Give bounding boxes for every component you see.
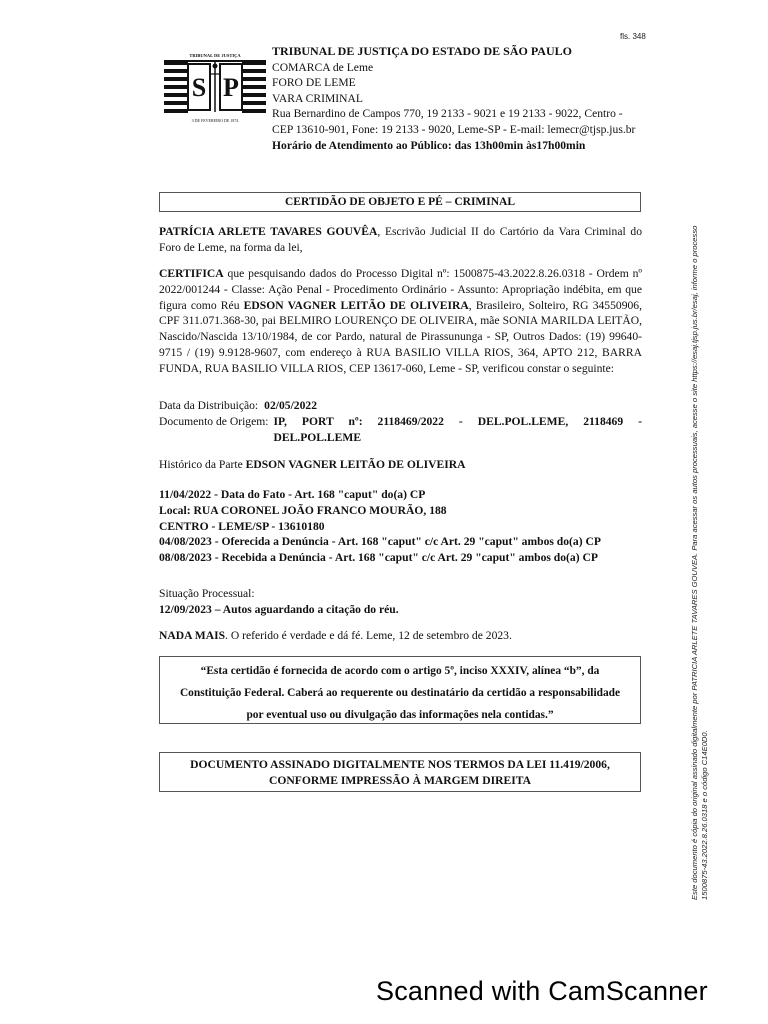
situation-block — [159, 586, 642, 618]
vara: VARA CRIMINAL — [272, 91, 363, 105]
history-entry: CENTRO - LEME/SP - 13610180 — [159, 519, 325, 533]
legal-notice-box — [159, 656, 641, 724]
signature-line: DOCUMENTO ASSINADO DIGITALMENTE NOS TERMOS DA LEI 11.419/2006, — [190, 758, 610, 771]
origin-document-value: IP, PORT nº: 2118469/2022 - DEL.POL.LEME, 2118469 - DEL.POL.LEME — [273, 414, 642, 444]
seal-top-text: TRIBUNAL DE JUSTIÇA — [189, 53, 241, 58]
notice-line: por eventual uso ou divulgação das informações nela contidas.” — [246, 709, 554, 721]
foro: FORO DE LEME — [272, 76, 356, 90]
closing-paragraph — [159, 628, 642, 644]
court-name: TRIBUNAL DE JUSTIÇA DO ESTADO DE SÃO PAULO — [272, 44, 572, 58]
history-entries — [159, 487, 642, 566]
notice-line: Constituição Federal. Caberá ao requerente ou destinatário da certidão a responsabilidade — [179, 687, 621, 699]
notice-line: “Esta certidão é fornecida de acordo com o artigo 5º, inciso XXXIV, alínea “b”, da — [200, 665, 600, 677]
certifica-label: CERTIFICA — [159, 267, 224, 280]
history-entry: Local: RUA CORONEL JOÃO FRANCO MOURÃO, 188 — [159, 503, 447, 517]
history-entry: 11/04/2022 - Data do Fato - Art. 168 "caput" do(a) CP — [159, 488, 426, 501]
history-heading — [159, 457, 642, 473]
comarca: COMARCA de Leme — [272, 60, 374, 74]
certifica-paragraph — [159, 266, 642, 377]
distribution-date-value: 02/05/2022 — [264, 399, 317, 412]
certifica-text-after: , Brasileiro, Solteiro, RG 34550906, CPF 311.071.368-30, pai BELMIRO LOURENÇO DE OLIVEIRA, mãe SONIA MARILDA LEITÃO, Nascido/Nascida 13/10/1984, de cor Pardo, natural de Pirassununga - SP, Outros Dados: (19) 99640-9715 / (19) 9.9128-9607, com endereço à RUA BASILIO VILLA RIOS, 364, APTO 212, BARRA FUNDA, RUA BASILIO VILLA RIOS, CEP 13617-060, Leme - SP, verificou constar o seguinte: — [159, 298, 642, 375]
distribution-date-label: Data da Distribuição: — [159, 399, 259, 412]
side-note-line: 1500875-43.2022.8.26.0318 e o código C14E0D0. — [700, 730, 709, 900]
signature-line: CONFORME IMPRESSÃO À MARGEM DIREITA — [269, 774, 531, 787]
seal-left-letter: S — [191, 73, 207, 102]
clerk-paragraph — [159, 224, 642, 256]
history-party: EDSON VAGNER LEITÃO DE OLIVEIRA — [245, 458, 466, 471]
distribution-block — [159, 398, 642, 445]
closing-text: . O referido é verdade e dá fé. Leme, 12 de setembro de 2023. — [225, 629, 512, 642]
seal-right-letter: P — [223, 73, 239, 102]
seal-bottom-text: 3 DE FEVEREIRO DE 1874 — [191, 118, 239, 123]
history-label: Histórico da Parte — [159, 458, 246, 471]
clerk-name: PATRÍCIA ARLETE TAVARES GOUVÊA — [159, 225, 378, 238]
margin-authentication-note — [690, 80, 710, 900]
situation-value: 12/09/2023 – Autos aguardando a citação do réu. — [159, 602, 399, 616]
public-hours: Horário de Atendimento ao Público: das 13h00min às17h00min — [272, 138, 586, 152]
court-header — [272, 44, 637, 153]
tjsp-seal-logo — [162, 48, 268, 132]
closing-bold: NADA MAIS — [159, 629, 226, 642]
history-entry: 04/08/2023 - Oferecida a Denúncia - Art. 168 "caput" c/c Art. 29 "caput" ambos do(a) CP — [159, 535, 601, 549]
camscanner-watermark: Scanned with CamScanner — [376, 976, 708, 1006]
page-number: fls. 348 — [620, 32, 646, 41]
defendant-name: EDSON VAGNER LEITÃO DE OLIVEIRA — [243, 298, 469, 312]
digital-signature-box — [159, 752, 641, 792]
certifica-text-before: que pesquisando dados do Processo Digital nº: 1500875-43.2022.8.26.0318 - Ordem nº 2022/001244 - Classe: Ação Penal - Procedimento Ordinário - Assunto: Apropriação indébita, em que figura como Réu — [159, 267, 642, 312]
clerk-text: , Escrivão Judicial II do Cartório da Vara Criminal do Foro de Leme, na forma da lei, — [159, 225, 642, 254]
history-entry: 08/08/2023 - Recebida a Denúncia - Art. 168 "caput" c/c Art. 29 "caput" ambos do(a) CP — [159, 551, 598, 565]
side-note-line: Este documento é cópia do original assinado digitalmente por PATRICIA ARLETE TAVARES GOUVEA. Para acessar os autos processuais, acesse o site https://esaj.tjsp.jus.br/esaj, informe o processo — [690, 225, 699, 900]
origin-document-label: Documento de Origem: — [159, 414, 269, 428]
situation-label: Situação Processual: — [159, 587, 255, 600]
document-title: CERTIDÃO DE OBJETO E PÉ – CRIMINAL — [159, 192, 641, 212]
court-address: Rua Bernardino de Campos 770, 19 2133 - 9021 e 19 2133 - 9022, Centro - CEP 13610-901, Fone: 19 2133 - 9020, Leme-SP - E-mail: lemecr@tjsp.jus.br — [272, 107, 636, 136]
